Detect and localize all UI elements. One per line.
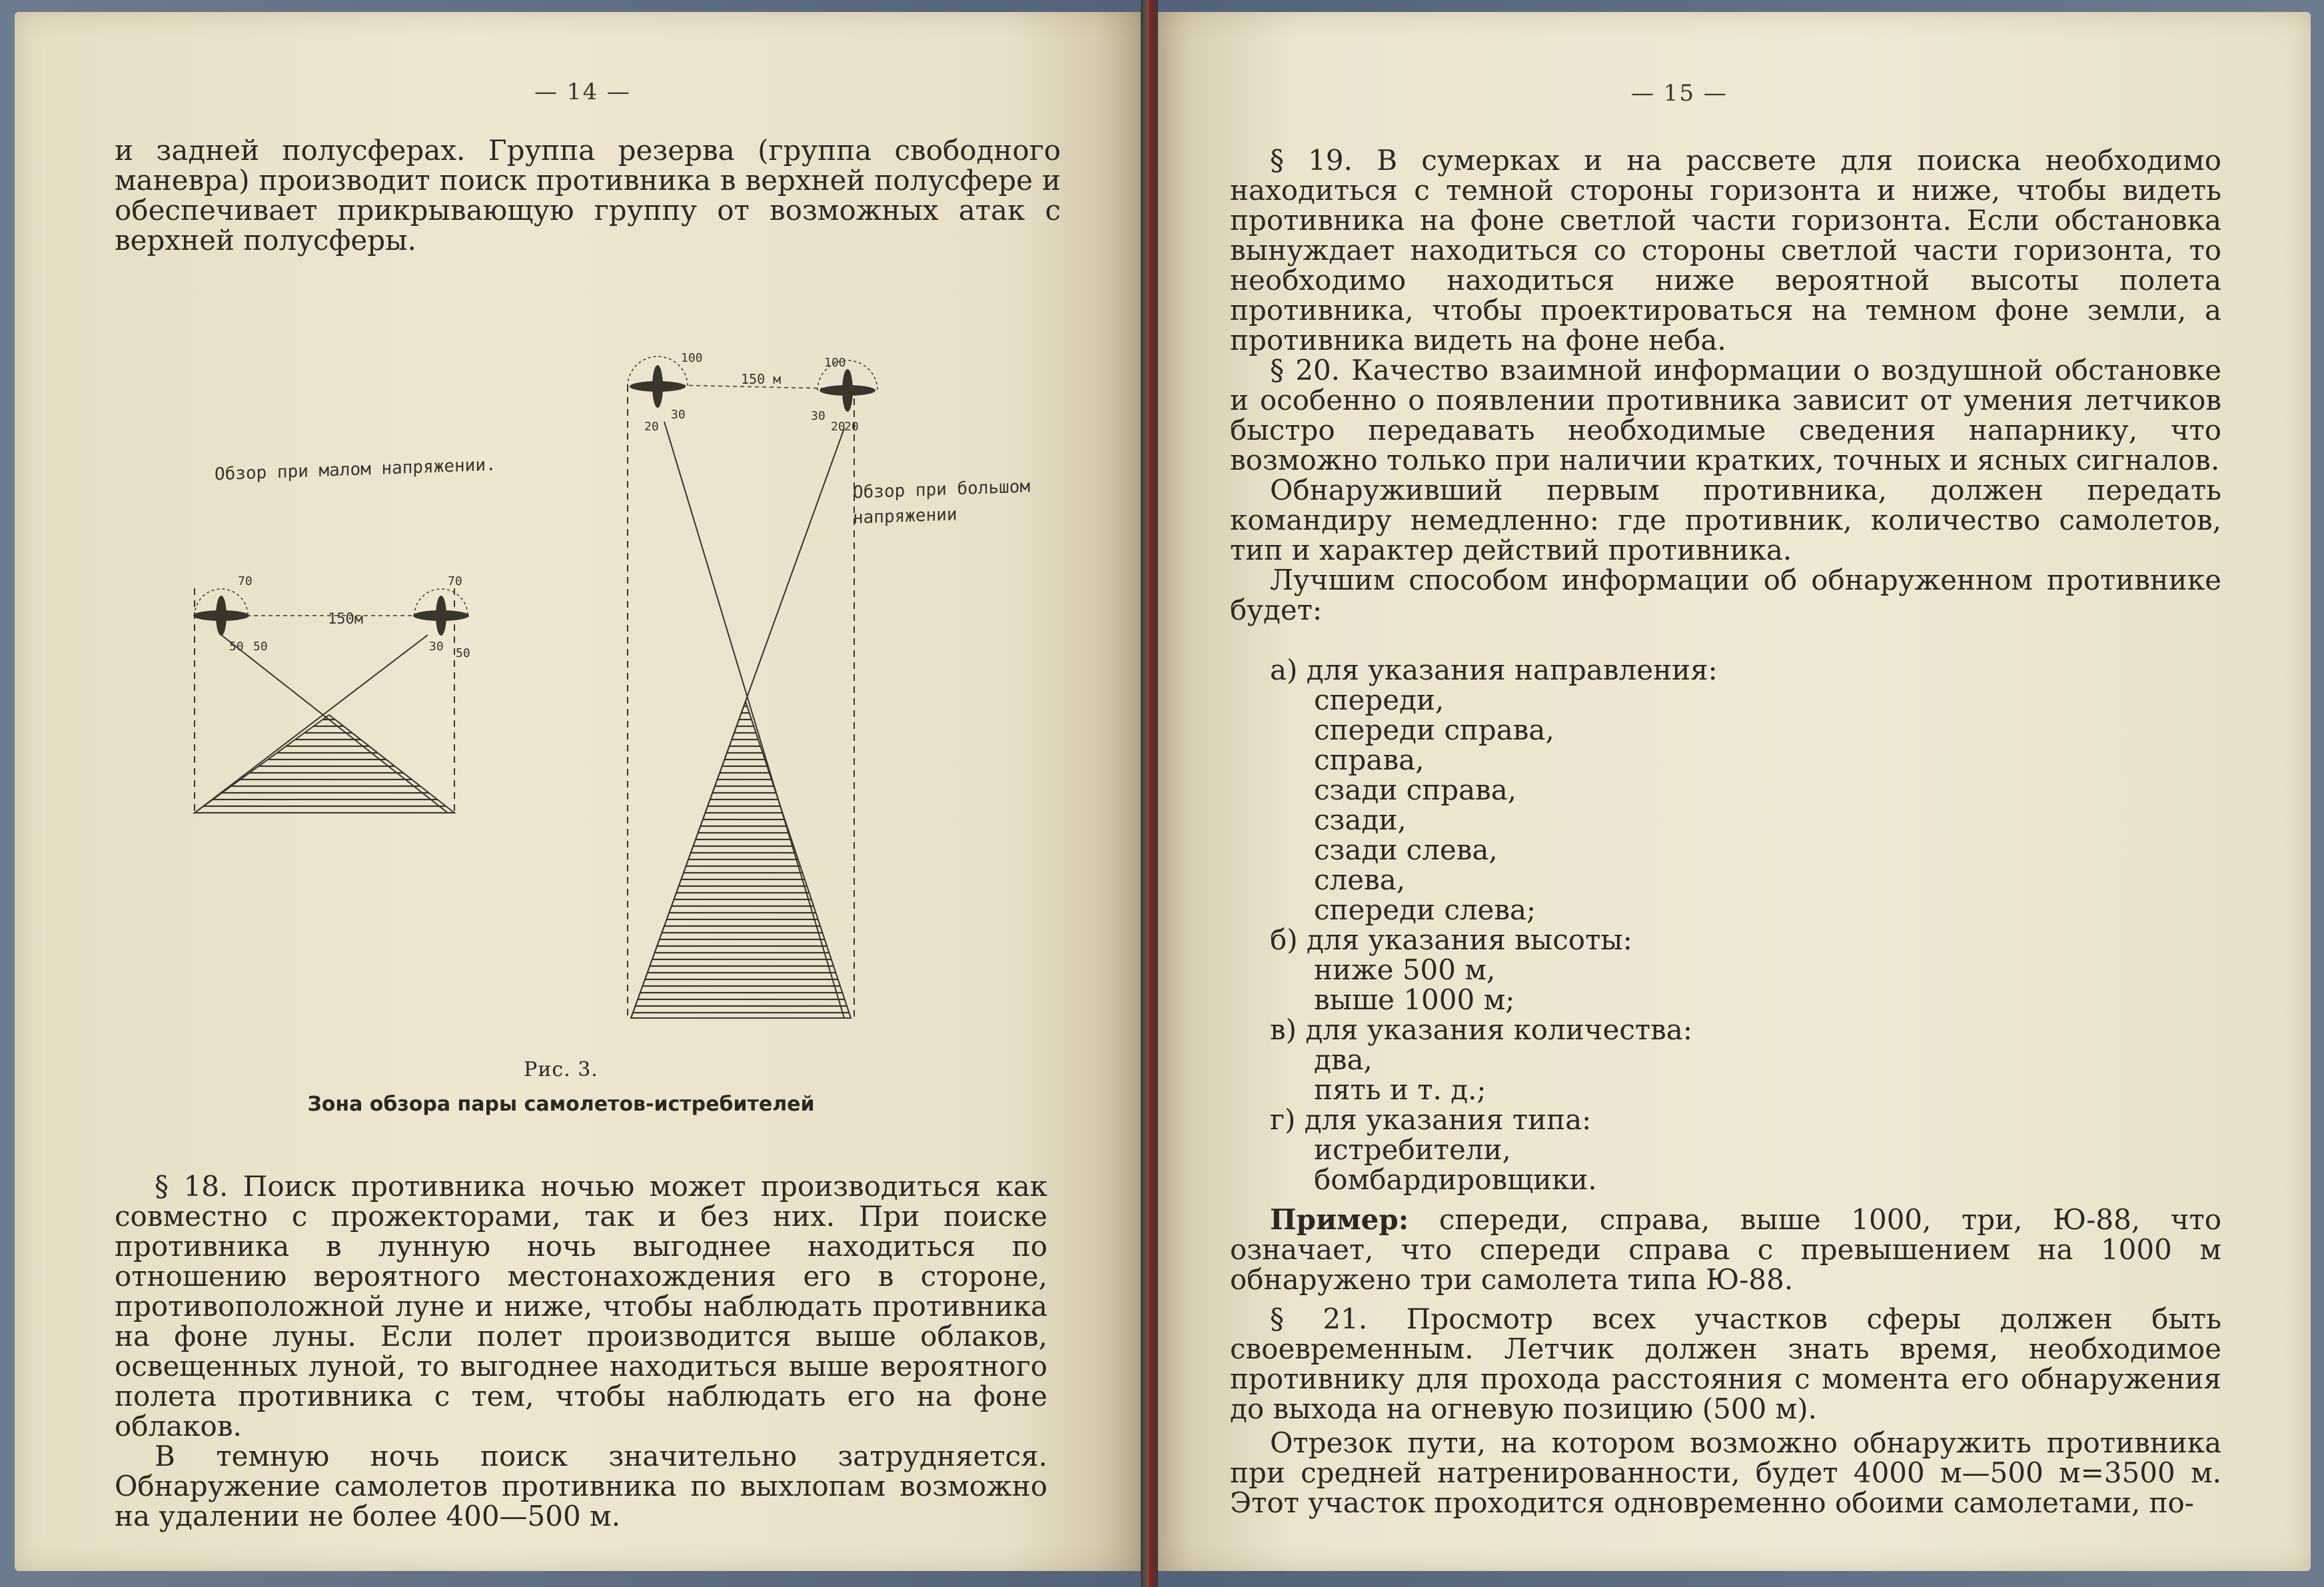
angle-label: 70 — [238, 574, 253, 588]
paragraph: и задней полусферах. Группа резерва (группа свободного маневра) производит поиск противника в верхней полусфере и обеспечивает прикрывающую группу от возможных атак с верхней полусферы. — [115, 134, 1061, 257]
paragraph-first-detector: Обнаруживший первым противника, должен передать командиру немедленно: где противник, количество самолетов, тип и характер действий противника. — [1230, 474, 2221, 566]
figure-caption-number: Рис. 3. — [524, 1058, 598, 1081]
figure-label-small: Обзор при малом напряжении. — [215, 454, 496, 485]
angle-label: 100 — [681, 351, 703, 365]
paragraph-segment: Отрезок пути, на котором возможно обнаружить противника при средней натренированности, будет 4000 м—500 м=3500 м. Этот участок проходится одновременно обоими самолетами, по- — [1230, 1426, 2221, 1519]
paragraph-18: § 18. Поиск противника ночью может производиться как совместно с прожекторами, так и без них. При поиске противника в лунную ночь выгоднее находиться по отношению вероятного местонахождения его в стороне, противоположной луне и ниже, чтобы наблюдать противника на фоне луны. Если полет производится выше облаков, освещенных луной, то выгоднее находиться выше вероятного полета противника с тем, чтобы наблюдать его на фоне облаков. — [115, 1170, 1047, 1442]
paragraph-dark-night: В темную ночь поиск значительно затрудняется. Обнаружение самолетов противника по выхлопам возможно на удалении не более 400—500 м. — [115, 1440, 1047, 1532]
right-body-text — [1230, 145, 2221, 625]
list-item: спереди, — [1314, 684, 1445, 716]
signal-list — [1270, 655, 1718, 1195]
page-number-right: — 15 — — [1631, 80, 1728, 107]
list-item: бомбардировщики. — [1314, 1163, 1597, 1196]
angle-label: 30 — [429, 640, 444, 654]
angle-label: 100 — [824, 356, 846, 370]
angle-label: 50 — [229, 640, 244, 654]
left-page — [15, 12, 1141, 1571]
paragraph-best-method: Лучшим способом информации об обнаруженном противнике будет: — [1230, 564, 2221, 626]
paragraph-20: § 20. Качество взаимной информации о воздушной обстановке и особенно о появлении противника зависит от умения летчиков быстро передавать необходимые сведения напарнику, что возможно только при наличии кратких, точных и ясных сигналов. — [1230, 354, 2221, 476]
plane-icon — [193, 589, 249, 636]
list-item: выше 1000 м; — [1314, 983, 1515, 1016]
angle-label: 20 — [831, 420, 846, 434]
list-item: спереди слева; — [1314, 893, 1536, 926]
list-item: два, — [1314, 1043, 1373, 1076]
book-spine — [1141, 0, 1158, 1587]
example-paragraph — [1230, 1205, 2221, 1295]
list-item: истребители, — [1314, 1133, 1511, 1166]
figure-label-large-2: напряжении — [853, 504, 957, 528]
list-item: слева, — [1314, 863, 1406, 896]
list-item: справа, — [1314, 744, 1425, 776]
angle-label: 70 — [448, 574, 462, 588]
plane-icon — [413, 589, 469, 636]
angle-label: 30 — [671, 408, 686, 422]
list-item: сзади, — [1314, 803, 1407, 836]
angle-label: 50 — [253, 640, 268, 654]
list-item: в) для указания количества: — [1270, 1013, 1692, 1046]
list-item: пять и т. д.; — [1314, 1073, 1486, 1106]
list-item: сзади справа, — [1314, 774, 1517, 806]
right-page — [1158, 12, 2311, 1571]
figure-diagram — [15, 12, 1141, 1078]
list-item: г) для указания типа: — [1270, 1103, 1592, 1136]
distance-label-small: 150м — [328, 611, 363, 628]
angle-label: 20 — [644, 420, 659, 434]
list-item: сзади слева, — [1314, 833, 1498, 866]
list-item: а) для указания направления: — [1270, 654, 1718, 686]
plane-icon — [628, 356, 688, 408]
angle-label: 50 — [456, 646, 470, 660]
paragraph-19: § 19. В сумерках и на рассвете для поиска необходимо находиться с темной стороны горизонта и ниже, чтобы видеть противника на фоне светлой части горизонта. Если обстановка вынуждает находиться со стороны светлой части горизонта, то необходимо находиться ниже вероятной высоты полета противника, чтобы проектироваться на темном фоне земли, а противника видеть на фоне неба. — [1230, 144, 2221, 356]
right-lower-text — [1230, 1205, 2221, 1518]
list-item: спереди справа, — [1314, 714, 1554, 746]
large-tension-diagram — [628, 385, 854, 1018]
example-label: Пример: — [1270, 1203, 1409, 1236]
page-number-left: — 14 — — [534, 79, 631, 105]
left-body-text — [115, 1171, 1047, 1531]
example-text: спереди, справа, выше 1000, три, Ю-88, что означает, что спереди справа с превышением на 1000 м обнаружено три самолета типа Ю-88. — [1230, 1203, 2221, 1296]
list-item: б) для указания высоты: — [1270, 923, 1632, 956]
distance-label-large: 150 м — [741, 371, 782, 387]
small-tension-diagram — [195, 588, 454, 813]
figure-label-large-1: Обзор при большом — [853, 476, 1031, 503]
figure-caption-title: Зона обзора пары самолетов-истребителей — [307, 1093, 815, 1116]
paragraph-21: § 21. Просмотр всех участков сферы должен быть своевременным. Летчик должен знать время, необходимое противнику для прохода расстояния с момента его обнаружения до выхода на огневую позицию (500 м). — [1230, 1303, 2221, 1425]
angle-label: 30 — [811, 409, 826, 423]
angle-label: 20 — [844, 420, 859, 434]
list-item: ниже 500 м, — [1314, 953, 1496, 986]
